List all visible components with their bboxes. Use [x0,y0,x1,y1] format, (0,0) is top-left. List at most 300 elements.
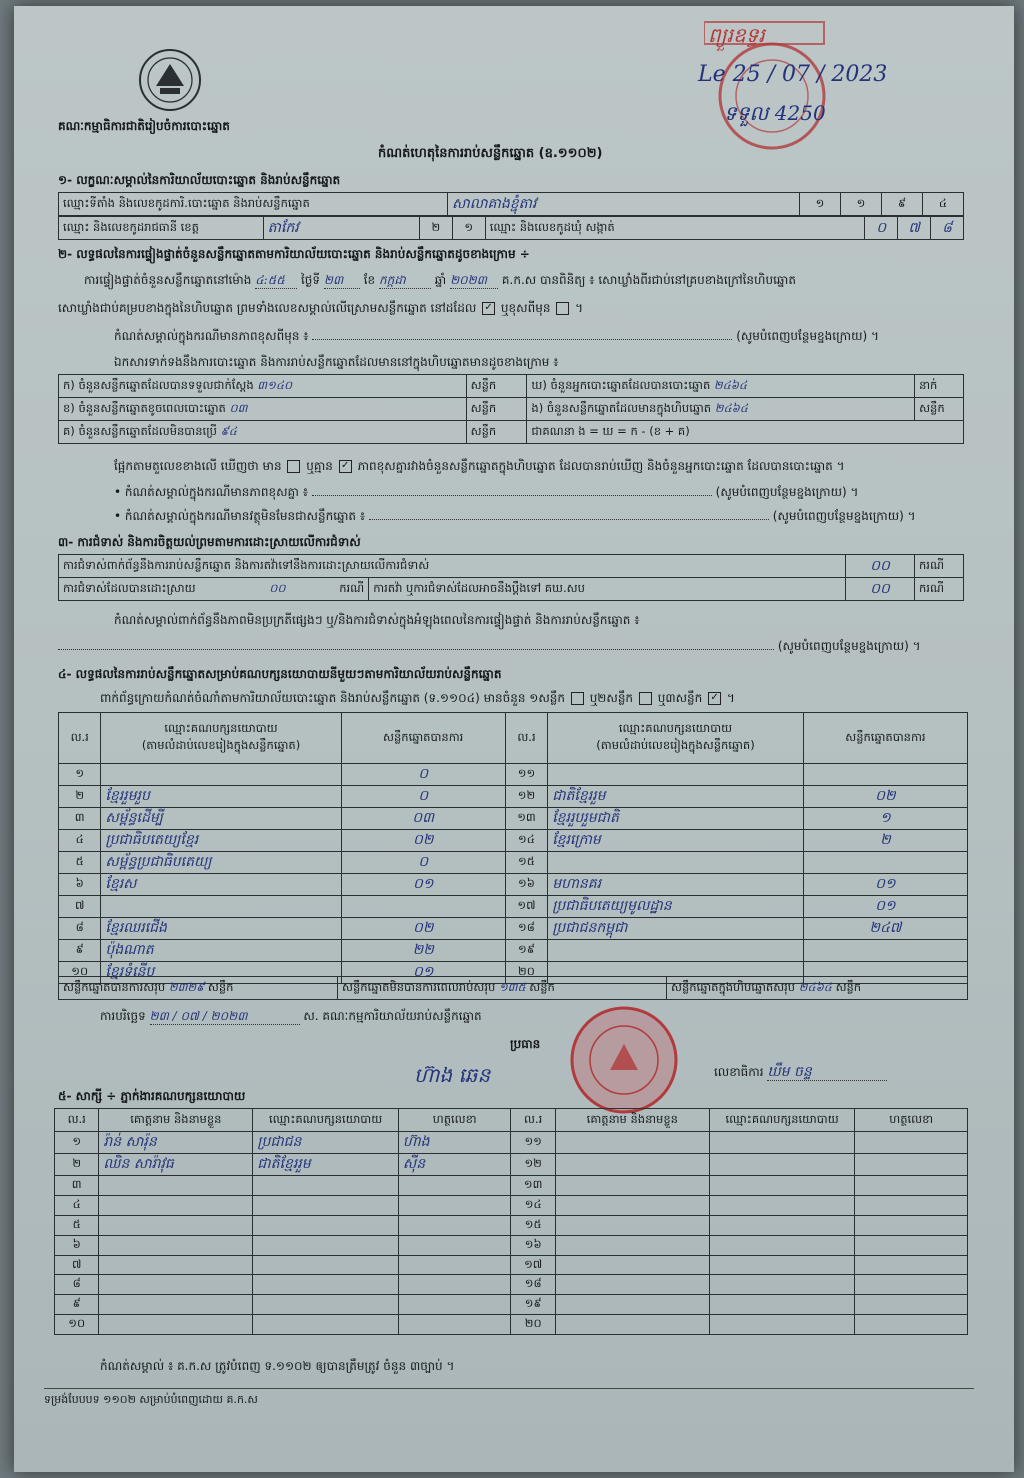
section3-heading: ៣- ការជំទាស់ និងការចិត្តយល់ព្រមតាមការដោះស្រាយលើការជំទាស់ [58,535,361,549]
party-votes [803,852,967,874]
witness-name: រ៉ាន់ សារ៉ុន [99,1132,253,1154]
one-sheet-checkbox [571,692,584,705]
party-name: ខ្មែរស [101,874,341,896]
witness-party [709,1195,855,1215]
witness-signature: ស៊ីន [398,1154,511,1176]
witness-signature [855,1255,968,1275]
resolved-text: ការជំទាស់ដែលបានដោះស្រាយ [63,580,196,595]
verify-text: ការផ្ទៀងផ្ទាត់ចំនួនសន្លឹកឆ្នោតនៅម៉ោង [84,273,252,287]
party-votes: ២៤៧ [803,918,967,940]
row-number: ៩ [55,1295,99,1315]
note-difference-suffix: (សូមបំពេញបន្ថែមខ្នងក្រោយ) ។ [736,329,879,343]
note-difference-dots [312,339,732,340]
col-sign: ហត្ថលេខា [855,1109,968,1132]
witness-signature [398,1295,511,1315]
case-unit: ករណី [915,555,964,578]
secretary-label: លេខាធិការ [714,1065,764,1079]
stamp-number: ទទួល 4250 [724,101,826,125]
party-name: ខ្មែររួមរួប [101,786,341,808]
witness-party [709,1275,855,1295]
row-number: ១ [59,764,101,786]
party-votes: ០២ [341,918,505,940]
result-row [59,896,968,918]
date-label: ការបរិច្ឆេទ [100,1009,146,1023]
witness-name [555,1176,709,1196]
witness-row [55,1275,968,1295]
box-ballots-cell [527,398,915,421]
location-code-digit: ១ [800,193,841,216]
row-number: ១១ [511,1132,555,1154]
witness-signature [398,1275,511,1295]
col-name: គោត្តនាម និងនាមខ្លួន [555,1109,709,1132]
valid-total-label: សន្លឹកឆ្នោតបានការសរុប [63,979,166,994]
box-total-value: ២៤៦៤ [798,979,832,994]
witness-signature [855,1132,968,1154]
col-no: ល.រ [55,1109,99,1132]
witness-name [99,1176,253,1196]
unit-person: នាក់ [915,375,964,398]
col-name: គោត្តនាម និងនាមខ្លួន [99,1109,253,1132]
witness-party [253,1255,399,1275]
box-total-label: សន្លឹកឆ្នោតក្នុងហិបឆ្នោតសរុប [671,979,796,994]
org-name: គណៈកម្មាធិការជាតិរៀបចំការបោះឆ្នោត [58,119,230,133]
unit-sheet: សន្លឹក [835,979,862,994]
row-number: ១៨ [511,1275,555,1295]
col-sign: ហត្ថលេខា [398,1109,511,1132]
document-page [14,6,1014,1472]
objection-note-suffix: (សូមបំពេញបន្ថែមខ្នងក្រោយ) ។ [777,639,921,653]
witness-signature [855,1315,968,1335]
unit-sheet: សន្លឹក [207,979,234,994]
province-code-digit: ១ [452,217,485,240]
witness-row [55,1132,968,1154]
verify-time: ៤:៥៥ [255,272,297,289]
bullet-difference-suffix: (សូមបំពេញបន្ថែមខ្នងក្រោយ) ។ [715,485,859,499]
col-party [101,713,341,764]
party-votes: ០ [341,764,505,786]
witness-party [253,1315,399,1335]
spoiled-ballots-cell [59,398,467,421]
result-row [59,808,968,830]
case-unit: ករណី [915,578,964,601]
witness-name [555,1255,709,1275]
row-number: ២០ [511,1315,555,1335]
row-number: ៧ [59,896,101,918]
witness-name [555,1295,709,1315]
witness-party: ប្រជាជន [253,1132,399,1154]
unit-sheet: សន្លឹក [466,421,527,444]
party-name: សម្ព័ន្ធប្រជាធិបតេយ្យ [101,852,341,874]
col-party: ឈ្មោះគណបក្សនយោបាយ [253,1109,399,1132]
party-votes: ០៣ [341,808,505,830]
witness-party: ជាតិខ្មែររួម [253,1154,399,1176]
witness-signature [855,1176,968,1196]
witness-signature [855,1295,968,1315]
witness-signature [398,1195,511,1215]
province-label: ឈ្មោះ និងលេខកូដរាជធានី ខេត្ត [59,217,264,240]
row-number: ៨ [59,918,101,940]
witness-row [55,1176,968,1196]
no-difference-label: ឬគ្មាន [306,459,333,473]
formula: ជាគណនា ង = ឃ = ក - (ខ + គ) [527,421,964,444]
col-no: ល.រ [505,713,547,764]
witness-name [99,1275,253,1295]
witness-signature [855,1235,968,1255]
invalid-total-label: សន្លឹកឆ្នោតមិនបានការពេលរាប់សរុប [342,979,496,994]
witness-party [253,1176,399,1196]
section1-heading: ១- លក្ខណៈសម្គាល់នៃការិយាល័យបោះឆ្នោត និងរាប់សន្លឹកឆ្នោត [58,173,341,187]
party-name: ខ្មែរទំនើប [101,962,341,984]
bullet-objects-dots [369,519,769,520]
row-number: ១៦ [511,1235,555,1255]
witness-party [709,1215,855,1235]
two-sheet-checkbox [639,692,652,705]
witness-name [99,1215,253,1235]
objection-note-dots [58,649,774,650]
three-sheet-checkbox: ✓ [708,692,721,705]
row-number: ៦ [59,874,101,896]
received-ballots-cell [59,375,467,398]
valid-total-cell [59,977,338,1000]
row-number: ១៩ [511,1295,555,1315]
form-footer: ទម្រង់បែបបទ ១១០២ សម្រាប់បំពេញដោយ គ.ក.ស [44,1393,258,1406]
location-code-digit: ១ [841,193,882,216]
official-seal-icon [562,1004,688,1114]
different-checkbox [556,302,569,315]
party-votes: ០១ [341,962,505,984]
resolved-value: ០០ [269,580,286,595]
witness-party [709,1235,855,1255]
party-votes: ០១ [803,896,967,918]
nec-emblem-icon [136,46,204,114]
result-row [59,786,968,808]
witness-party [253,1235,399,1255]
row-number: ១៤ [511,1195,555,1215]
result-row [59,940,968,962]
party-votes: ០ [341,786,505,808]
chair-label: ប្រធាន [510,1037,541,1051]
row-number: ៥ [55,1215,99,1235]
party-name: មហានគរ [548,874,804,896]
secretary-line [714,1064,887,1081]
verification-line [84,272,796,289]
has-difference-checkbox [287,460,300,473]
row-number: ៣ [55,1176,99,1196]
witness-signature [398,1176,511,1196]
box-total-cell [667,977,968,1000]
witness-name [99,1295,253,1315]
party-results-table [58,712,968,984]
three-sheet-label: ឬ៣សន្លឹក [657,691,703,705]
received-stamp [698,14,924,154]
col-party [548,713,804,764]
witness-table [54,1108,968,1335]
witness-party [709,1176,855,1196]
witness-party [709,1295,855,1315]
row-number: ៤ [55,1195,99,1215]
party-votes [803,940,967,962]
witness-signature [398,1215,511,1235]
objection-label: ការជំទាស់ពាក់ព័ន្ធនឹងការរាប់សន្លឹកឆ្នោត និងការតវ៉ាទៅនឹងការដោះស្រាយលើការជំទាស់ [59,555,846,578]
spoiled-ballots-label: ខ) ចំនួនសន្លឹកឆ្នោតខូចពេលបោះឆ្នោត [63,400,226,415]
party-name: សម្ព័ន្ធដើម្បី [101,808,341,830]
witness-name [99,1255,253,1275]
day-label: ថ្ងៃទី [301,273,321,287]
witness-signature [398,1235,511,1255]
objection-value: ០០ [846,555,915,578]
witness-party [709,1132,855,1154]
witness-name [99,1195,253,1215]
section2-heading: ២- លទ្ធផលនៃការផ្ទៀងផ្ទាត់ចំនួនសន្លឹកឆ្នោតតាមការិយាល័យបោះឆ្នោត និងរាប់សន្លឹកឆ្នោតដូចខាងក្រោម ÷ [58,247,530,261]
location-code-digit: ៩ [882,193,923,216]
witness-name [555,1235,709,1255]
witness-row [55,1195,968,1215]
witness-party [253,1195,399,1215]
unused-ballots-cell [59,421,467,444]
party-name [101,764,341,786]
witness-name [555,1132,709,1154]
location-table [58,192,964,216]
witness-row [55,1154,968,1176]
party-name [548,940,804,962]
row-number: ១២ [511,1154,555,1176]
witness-party [253,1275,399,1295]
witness-name [99,1235,253,1255]
voters-label: ឃ) ចំនួនអ្នកបោះឆ្នោតដែលបានបោះឆ្នោត [531,377,711,392]
row-number: ៦ [55,1235,99,1255]
witness-signature: ហ៊ាង [398,1132,511,1154]
bullet-difference-dots [312,495,712,496]
appeal-value: ០០ [846,578,915,601]
location-code-digit: ៤ [923,193,964,216]
invalid-total-cell [338,977,667,1000]
section4-heading: ៤- លទ្ធផលនៃការរាប់សន្លឹកឆ្នោតសម្រាប់គណបក្សនយោបាយនីមួយៗតាមការិយាល័យរាប់សន្លឹកឆ្នោត [58,667,502,681]
stamp-date: Le 25 / 07 / 2023 [698,62,888,87]
party-votes: ០១ [803,874,967,896]
box-ballots-label: ង) ចំនួនសន្លឹកឆ្នោតដែលមានក្នុងហិបឆ្នោត [531,400,712,415]
received-ballots-label: ក) ចំនួនសន្លឹកឆ្នោតដែលបានទទួលជាក់ស្តែង [63,377,254,392]
unused-ballots-value: ៩៤ [220,423,237,438]
case-unit: ករណី [339,580,365,595]
footer-divider [44,1388,974,1389]
col-votes: សន្លឹកឆ្នោតបានការ [803,713,967,764]
objection-note: កំណត់សម្គាល់ពាក់ព័ន្ធនឹងភាពមិនប្រក្រតីផ្សេងៗ ឬ/និងការជំទាស់ក្នុងអំឡុងពេលនៃការផ្ទៀងផ្ទាត់ និងការរាប់សន្លឹកឆ្នោត ៖ [114,613,640,627]
party-name: ប្រជាជនកម្ពុជា [548,918,804,940]
section4-intro-text: ពាក់ព័ន្ធក្រោយកំណត់ចំណាំតាមការិយាល័យបោះឆ្នោត និងរាប់សន្លឹកឆ្នោត (ទ.១១០៤) មានចំនួន ១សន្លឹក [100,691,566,705]
result-row [59,852,968,874]
bullet-objects-suffix: (សូមបំពេញបន្ថែមខ្នងក្រោយ) ។ [772,509,916,523]
witness-signature [398,1255,511,1275]
row-number: ៨ [55,1275,99,1295]
unit-sheet: សន្លឹក [466,375,527,398]
date-line [100,1008,482,1025]
commune-code-digit: ៧ [898,217,931,240]
seal-text: សោឃ្លាំងជាប់គម្របខាងក្នុងនៃហិបឆ្នោត ព្រមទាំងលេខសម្គាល់លើស្រោមសន្លឹកឆ្នោត នៅដដែល [58,301,477,315]
province-value: តាកែវ [263,217,419,240]
party-votes [803,764,967,786]
row-number: ១១ [505,764,547,786]
totals-table [58,976,968,1000]
year-label: ឆ្នាំ [434,273,447,287]
witness-party [253,1295,399,1315]
col-party-sub: (តាមលំដាប់លេខរៀងក្នុងសន្លឹកឆ្នោត) [141,738,301,752]
result-row [59,874,968,896]
row-number: ៤ [59,830,101,852]
difference-text: ផ្អែកតាមតួលេខខាងលើ ឃើញថា មាន [114,459,282,473]
date-value: ២៣ / ០៧ / ២០២៣ [150,1008,300,1025]
documents-intro: ឯកសារទាក់ទងនឹងការបោះឆ្នោត និងការរាប់សន្លឹកឆ្នោតដែលមាននៅក្នុងហិបឆ្នោតមានដូចខាងក្រោម ៖ [114,355,559,369]
row-number: ១៣ [511,1176,555,1196]
witness-party [253,1215,399,1235]
row-number: ១២ [505,786,547,808]
row-number: ១៨ [505,918,547,940]
footnote: កំណត់សម្គាល់ ៖ គ.ក.ស ត្រូវបំពេញ ទ.១១០២ ឲ្យបានត្រឹមត្រូវ ចំនួន ៣ច្បាប់ ។ [100,1359,455,1373]
party-name: ប្រជាធិបតេយ្យមូលដ្ឋាន [548,896,804,918]
note-difference [114,328,879,344]
secretary-signature: ឃឹម ចន្ទ [767,1064,887,1081]
resolved-label [59,578,369,601]
stamp-line1: ព្យួរឧទ្ធរ [708,23,765,47]
witness-signature [855,1275,968,1295]
witness-name [555,1215,709,1235]
commune-label: ឈ្មោះ និងលេខកូដឃុំ សង្កាត់ [485,217,865,240]
objection-table [58,554,964,601]
row-number: ៩ [59,940,101,962]
party-votes: ០២ [341,830,505,852]
witness-name [555,1275,709,1295]
no-difference-checkbox: ✓ [339,460,352,473]
commune-code-digit: ០ [865,217,898,240]
date-suffix: ស. គណៈកម្មការិយាល័យរាប់សន្លឹកឆ្នោត [303,1009,482,1023]
bullet-objects [114,508,916,524]
witness-name [555,1315,709,1335]
witness-row [55,1315,968,1335]
col-party: ឈ្មោះគណបក្សនយោបាយ [709,1109,855,1132]
valid-total-value: ២៣២៩ [168,979,205,994]
row-number: ២ [59,786,101,808]
party-name: ប្រជាធិបតេយ្យខ្មែរ [101,830,341,852]
bullet-difference [114,484,858,500]
row-number: ១៩ [505,940,547,962]
col-party-title: ឈ្មោះគណបក្សនយោបាយ [164,721,278,735]
verify-text-b: គ.ក.ស បានពិនិត្យ ៖ សោឃ្លាំងពីរជាប់នៅគ្របខាងក្រៅនៃហិបឆ្នោត [501,273,796,287]
witness-signature [855,1154,968,1176]
witness-name [99,1315,253,1335]
voters-cell [527,375,915,398]
row-number: ១០ [55,1315,99,1335]
party-name: ខ្មែរក្រោម [548,830,804,852]
province-code-digit: ២ [419,217,452,240]
party-votes: ០ [341,852,505,874]
party-votes: ២ [803,830,967,852]
unit-sheet: សន្លឹក [529,979,555,994]
row-number: ១៥ [511,1215,555,1235]
witness-name [555,1154,709,1176]
witness-name [555,1195,709,1215]
chair-signature: ហ៊ាង ឆេន [414,1063,491,1087]
verify-month: កក្កដា [379,272,431,289]
row-number: ១៣ [505,808,547,830]
party-name [101,896,341,918]
row-number: ៧ [55,1255,99,1275]
ballot-count-table [58,374,964,444]
difference-line [114,458,845,474]
row-number: ២ [55,1154,99,1176]
party-name: ខ្មែររួបរួមជាតិ [548,808,804,830]
row-number: ២០ [505,962,547,984]
unit-sheet: សន្លឹក [915,398,964,421]
result-row [59,764,968,786]
same-checkbox: ✓ [482,302,495,315]
witness-signature [398,1315,511,1335]
spoiled-ballots-value: ០៣ [229,400,248,415]
two-sheet-label: ឬ២សន្លឹក [589,691,634,705]
verify-year: ២០២៣ [450,272,498,289]
month-label: ខែ [363,273,376,287]
row-number: ១៧ [511,1255,555,1275]
witness-signature [855,1215,968,1235]
col-no: ល.រ [59,713,101,764]
document-title: កំណត់ហេតុនៃការរាប់សន្លឹកឆ្នោត (ឧ.១១០២) [378,146,603,161]
party-votes [341,896,505,918]
bullet-difference-label: • កំណត់សម្គាល់ក្នុងករណីមានភាពខុសគ្នា ៖ [114,485,309,499]
party-votes: ០២ [803,786,967,808]
col-no: ល.រ [511,1109,555,1132]
province-table [58,216,964,240]
section4-intro: ពាក់ព័ន្ធក្រោយកំណត់ចំណាំតាមការិយាល័យបោះឆ្នោត និងរាប់សន្លឹកឆ្នោត (ទ.១១០៤) មានចំនួន ១សន្លឹក ឬ២សន្លឹក ឬ៣សន្លឹក ✓ ។ [100,691,735,705]
party-name: ខ្មែរឈរជើង [101,918,341,940]
invalid-total-value: ១៣៥ [498,979,526,994]
bullet-objects-label: • កំណត់សម្គាល់ក្នុងករណីមានវត្ថុមិនមែនជាសន្លឹកឆ្នោត ៖ [114,509,366,523]
witness-row [55,1215,968,1235]
appeal-label: ការតវ៉ា ឬការជំទាស់ដែលអាចនឹងប្តឹងទៅ គឃ.សប [369,578,846,601]
location-label: ឈ្មោះទីតាំង និងលេខកូដការិ.បោះឆ្នោត និងរាប់សន្លឹកឆ្នោត [59,193,448,216]
party-name [548,764,804,786]
row-number: ១០ [59,962,101,984]
unused-ballots-label: គ) ចំនួនសន្លឹកឆ្នោតដែលមិនបានប្រើ [63,423,217,438]
box-ballots-value: ២៤៦៤ [714,400,748,415]
result-row [59,830,968,852]
col-party-title: ឈ្មោះគណបក្សនយោបាយ [618,721,733,735]
unit-sheet: សន្លឹក [466,398,527,421]
verify-day: ២៣ [324,272,360,289]
row-number: ១ [55,1132,99,1154]
seal-text-end: ឬខុសពីមុន [500,301,551,315]
party-name: ជាតិខ្មែររួម [548,786,804,808]
witness-name: ឈិន សារ៉ាវុធ [99,1154,253,1176]
seal-line: សោឃ្លាំងជាប់គម្របខាងក្នុងនៃហិបឆ្នោត ព្រមទាំងលេខសម្គាល់លើស្រោមសន្លឹកឆ្នោត នៅដដែល ✓ ឬខុសពីមុន ។ [58,301,583,315]
row-number: ១៤ [505,830,547,852]
row-number: ១៦ [505,874,547,896]
result-row [59,918,968,940]
received-ballots-value: ៣១៤០ [257,377,293,392]
party-votes: ០១ [341,874,505,896]
col-votes: សន្លឹកឆ្នោតបានការ [341,713,505,764]
witness-party [709,1255,855,1275]
witness-signature [855,1195,968,1215]
witness-party [709,1154,855,1176]
location-value: សាលាគាងខ្ជុំតាវ [448,193,800,216]
voters-value: ២៤៦៤ [713,377,748,392]
row-number: ១៧ [505,896,547,918]
note-difference-label: កំណត់សម្គាល់ក្នុងករណីមានភាពខុសពីមុន ៖ [114,329,309,343]
section5-heading: ៥- សាក្សី ÷ ភ្នាក់ងារគណបក្សនយោបាយ [58,1089,246,1103]
objection-note-line [58,638,921,654]
row-number: ១៥ [505,852,547,874]
row-number: ៣ [59,808,101,830]
witness-row [55,1235,968,1255]
col-party-sub: (តាមលំដាប់លេខរៀងក្នុងសន្លឹកឆ្នោត) [596,738,755,752]
